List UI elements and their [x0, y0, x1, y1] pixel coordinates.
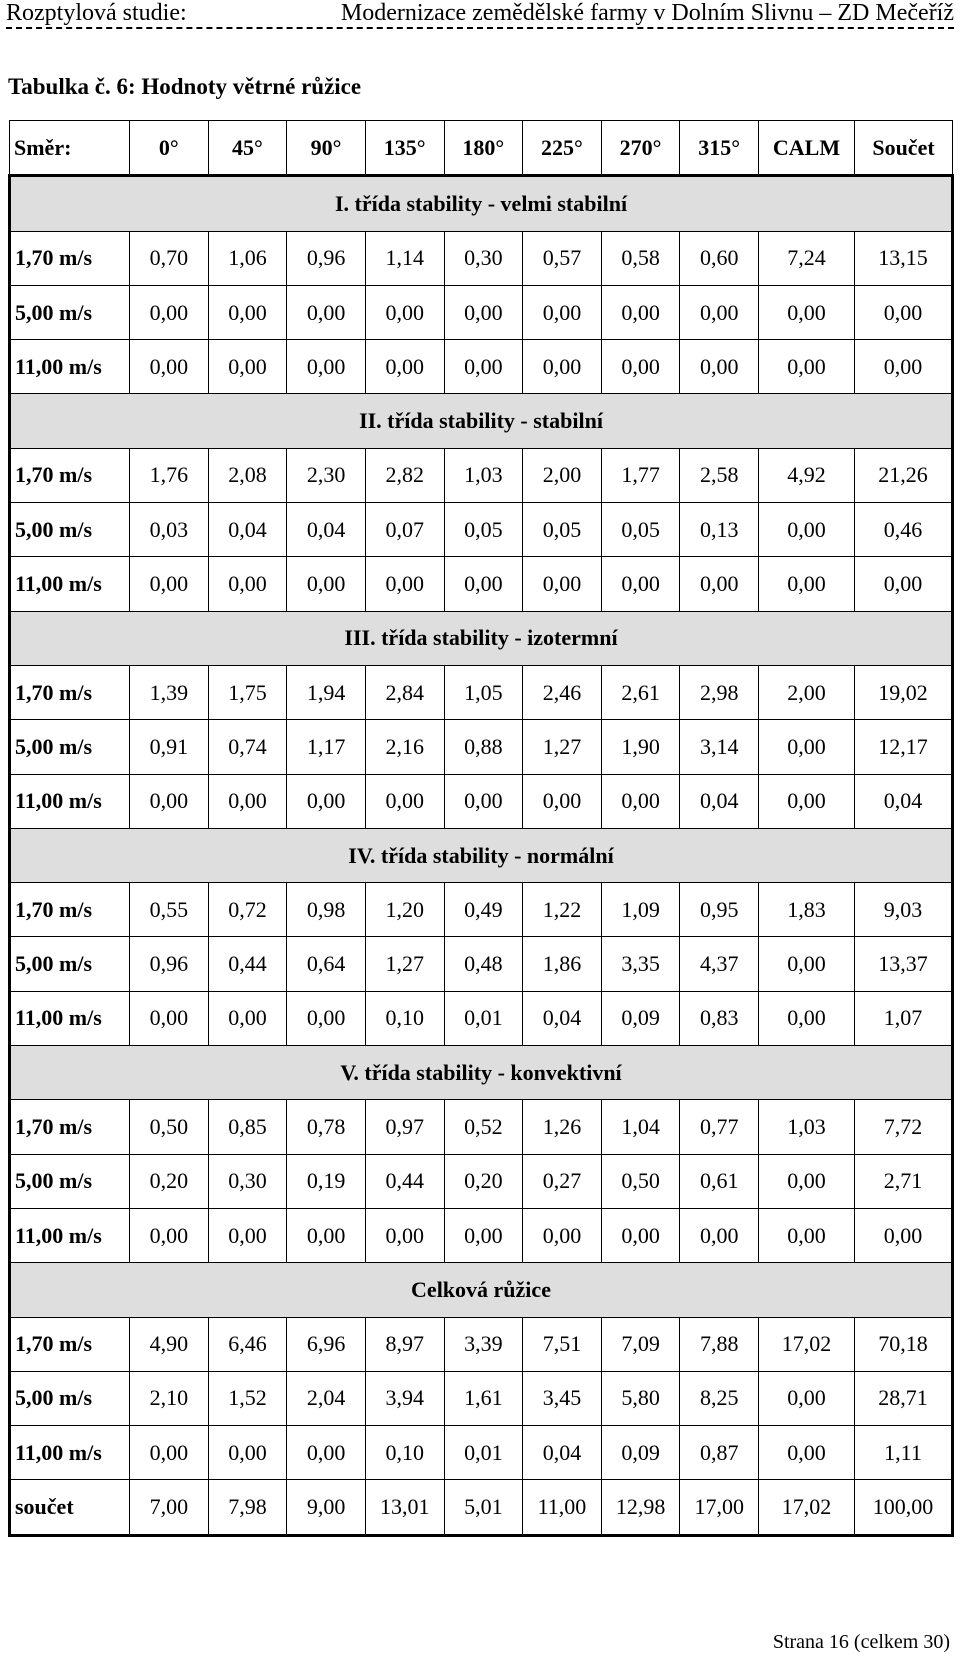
value-cell: 13,01: [365, 1480, 444, 1535]
value-cell: 0,00: [855, 285, 953, 339]
table-row: [10, 1208, 953, 1262]
value-cell: 0,00: [759, 720, 855, 774]
value-cell: 0,00: [130, 340, 209, 394]
row-label: 11,00 m/s: [10, 1426, 130, 1480]
value-cell: 0,00: [601, 285, 680, 339]
value-cell: 7,24: [759, 231, 855, 285]
value-cell: 2,84: [365, 665, 444, 719]
value-cell: 0,60: [680, 231, 759, 285]
value-cell: 12,17: [855, 720, 953, 774]
value-cell: 11,00: [523, 1480, 602, 1535]
value-cell: 0,00: [855, 340, 953, 394]
value-cell: 0,00: [208, 774, 287, 828]
value-cell: 1,77: [601, 448, 680, 502]
section-title: II. třída stability - stabilní: [359, 408, 603, 434]
value-cell: 1,03: [444, 448, 523, 502]
value-cell: 0,00: [601, 557, 680, 611]
value-cell: 0,00: [365, 774, 444, 828]
header-project-title: Modernizace zemědělské farmy v Dolním Slivnu – ZD Mečeříž: [340, 0, 954, 26]
value-cell: 7,88: [680, 1317, 759, 1371]
value-cell: 0,00: [130, 1208, 209, 1262]
table-row: [10, 1426, 953, 1480]
table-row: [10, 340, 953, 394]
value-cell: 0,00: [130, 774, 209, 828]
value-cell: 0,52: [444, 1100, 523, 1154]
value-cell: 2,71: [855, 1154, 953, 1208]
value-cell: 6,96: [287, 1317, 366, 1371]
table-row: [10, 1371, 953, 1425]
table-row: [10, 1154, 953, 1208]
value-cell: 0,50: [130, 1100, 209, 1154]
row-label: součet: [10, 1480, 130, 1535]
value-cell: 7,98: [208, 1480, 287, 1535]
table-row: [10, 1100, 953, 1154]
row-label: 5,00 m/s: [10, 1154, 130, 1208]
row-label: 11,00 m/s: [10, 774, 130, 828]
section-header-row: [10, 176, 953, 231]
value-cell: 1,22: [523, 883, 602, 937]
value-cell: 0,19: [287, 1154, 366, 1208]
section-header-row: [10, 828, 953, 882]
value-cell: 0,61: [680, 1154, 759, 1208]
value-cell: 0,00: [680, 340, 759, 394]
row-label: 1,70 m/s: [10, 883, 130, 937]
value-cell: 0,00: [759, 1371, 855, 1425]
value-cell: 1,26: [523, 1100, 602, 1154]
value-cell: 0,30: [444, 231, 523, 285]
value-cell: 1,11: [855, 1426, 953, 1480]
column-header: 225°: [523, 121, 602, 176]
column-header: 180°: [444, 121, 523, 176]
table-header-row: [10, 121, 953, 176]
value-cell: 0,00: [680, 285, 759, 339]
value-cell: 1,05: [444, 665, 523, 719]
value-cell: 0,00: [130, 1426, 209, 1480]
value-cell: 3,35: [601, 937, 680, 991]
value-cell: 1,90: [601, 720, 680, 774]
section-title: Celková růžice: [411, 1276, 551, 1302]
value-cell: 0,77: [680, 1100, 759, 1154]
value-cell: 0,00: [601, 774, 680, 828]
value-cell: 0,91: [130, 720, 209, 774]
value-cell: 0,01: [444, 991, 523, 1045]
value-cell: 0,00: [444, 285, 523, 339]
row-label: 5,00 m/s: [10, 937, 130, 991]
value-cell: 1,83: [759, 883, 855, 937]
row-label: 1,70 m/s: [10, 1100, 130, 1154]
value-cell: 0,85: [208, 1100, 287, 1154]
value-cell: 17,02: [759, 1480, 855, 1535]
section-header-row: [10, 394, 953, 448]
value-cell: 9,00: [287, 1480, 366, 1535]
value-cell: 5,80: [601, 1371, 680, 1425]
value-cell: 0,04: [680, 774, 759, 828]
value-cell: 0,00: [759, 1426, 855, 1480]
value-cell: 2,58: [680, 448, 759, 502]
value-cell: 0,00: [208, 1208, 287, 1262]
value-cell: 0,00: [759, 503, 855, 557]
value-cell: 0,20: [130, 1154, 209, 1208]
value-cell: 0,09: [601, 991, 680, 1045]
value-cell: 0,00: [680, 1208, 759, 1262]
value-cell: 1,03: [759, 1100, 855, 1154]
column-header: 0°: [130, 121, 209, 176]
row-label: 11,00 m/s: [10, 340, 130, 394]
value-cell: 3,39: [444, 1317, 523, 1371]
value-cell: 0,00: [287, 1426, 366, 1480]
row-label: 1,70 m/s: [10, 1317, 130, 1371]
value-cell: 0,04: [855, 774, 953, 828]
wind-rose-table: [8, 120, 954, 1537]
value-cell: 0,00: [444, 557, 523, 611]
value-cell: 6,46: [208, 1317, 287, 1371]
page-header: [6, 0, 954, 36]
value-cell: 0,09: [601, 1426, 680, 1480]
row-label: 5,00 m/s: [10, 1371, 130, 1425]
section-header-row: [10, 611, 953, 665]
value-cell: 0,00: [523, 774, 602, 828]
value-cell: 0,04: [208, 503, 287, 557]
value-cell: 1,27: [365, 937, 444, 991]
section-header-row: [10, 1046, 953, 1100]
value-cell: 0,30: [208, 1154, 287, 1208]
value-cell: 0,00: [208, 340, 287, 394]
value-cell: 0,00: [759, 1208, 855, 1262]
row-label: 1,70 m/s: [10, 231, 130, 285]
value-cell: 2,04: [287, 1371, 366, 1425]
value-cell: 17,02: [759, 1317, 855, 1371]
value-cell: 0,83: [680, 991, 759, 1045]
value-cell: 4,92: [759, 448, 855, 502]
value-cell: 2,98: [680, 665, 759, 719]
table-row: [10, 503, 953, 557]
value-cell: 0,00: [444, 340, 523, 394]
table-row: [10, 557, 953, 611]
section-title: IV. třída stability - normální: [348, 842, 614, 868]
value-cell: 1,86: [523, 937, 602, 991]
value-cell: 0,00: [130, 557, 209, 611]
section-header-row: [10, 1263, 953, 1317]
column-header: Součet: [855, 121, 953, 176]
value-cell: 7,72: [855, 1100, 953, 1154]
value-cell: 0,00: [208, 991, 287, 1045]
value-cell: 0,00: [759, 991, 855, 1045]
value-cell: 2,00: [523, 448, 602, 502]
value-cell: 0,07: [365, 503, 444, 557]
value-cell: 2,30: [287, 448, 366, 502]
value-cell: 0,00: [759, 557, 855, 611]
value-cell: 0,13: [680, 503, 759, 557]
row-label: 5,00 m/s: [10, 285, 130, 339]
value-cell: 0,55: [130, 883, 209, 937]
column-header: 90°: [287, 121, 366, 176]
value-cell: 0,00: [287, 991, 366, 1045]
value-cell: 100,00: [855, 1480, 953, 1535]
value-cell: 19,02: [855, 665, 953, 719]
value-cell: 0,00: [208, 557, 287, 611]
value-cell: 2,10: [130, 1371, 209, 1425]
value-cell: 0,49: [444, 883, 523, 937]
value-cell: 12,98: [601, 1480, 680, 1535]
value-cell: 0,00: [365, 557, 444, 611]
value-cell: 70,18: [855, 1317, 953, 1371]
value-cell: 0,01: [444, 1426, 523, 1480]
section-title: III. třída stability - izotermní: [344, 625, 618, 651]
value-cell: 0,00: [680, 557, 759, 611]
value-cell: 1,39: [130, 665, 209, 719]
value-cell: 0,00: [759, 774, 855, 828]
value-cell: 2,46: [523, 665, 602, 719]
row-label: 5,00 m/s: [10, 503, 130, 557]
value-cell: 0,50: [601, 1154, 680, 1208]
value-cell: 0,57: [523, 231, 602, 285]
table-row: [10, 774, 953, 828]
value-cell: 0,97: [365, 1100, 444, 1154]
value-cell: 1,07: [855, 991, 953, 1045]
section-header-cell: [10, 394, 953, 448]
section-header-cell: [10, 1046, 953, 1100]
value-cell: 4,90: [130, 1317, 209, 1371]
value-cell: 0,05: [601, 503, 680, 557]
value-cell: 0,58: [601, 231, 680, 285]
table-row: [10, 991, 953, 1045]
value-cell: 2,08: [208, 448, 287, 502]
column-header: 135°: [365, 121, 444, 176]
value-cell: 0,00: [365, 285, 444, 339]
value-cell: 0,00: [523, 285, 602, 339]
value-cell: 0,00: [855, 557, 953, 611]
value-cell: 0,72: [208, 883, 287, 937]
row-label: 11,00 m/s: [10, 991, 130, 1045]
table-body: [10, 176, 953, 1535]
value-cell: 0,46: [855, 503, 953, 557]
value-cell: 4,37: [680, 937, 759, 991]
row-label: 5,00 m/s: [10, 720, 130, 774]
section-header-cell: [10, 611, 953, 665]
value-cell: 3,45: [523, 1371, 602, 1425]
table-row: [10, 1317, 953, 1371]
column-header: 270°: [601, 121, 680, 176]
value-cell: 0,05: [444, 503, 523, 557]
value-cell: 9,03: [855, 883, 953, 937]
value-cell: 0,00: [287, 285, 366, 339]
value-cell: 1,27: [523, 720, 602, 774]
value-cell: 0,87: [680, 1426, 759, 1480]
table-row: [10, 448, 953, 502]
value-cell: 1,61: [444, 1371, 523, 1425]
value-cell: 0,44: [208, 937, 287, 991]
value-cell: 1,06: [208, 231, 287, 285]
header-dashed-rule: [6, 27, 954, 29]
value-cell: 0,04: [523, 991, 602, 1045]
value-cell: 1,75: [208, 665, 287, 719]
value-cell: 0,00: [287, 774, 366, 828]
section-title: I. třída stability - velmi stabilní: [334, 190, 628, 216]
section-title: V. třída stability - konvektivní: [340, 1059, 622, 1085]
column-header: 315°: [680, 121, 759, 176]
value-cell: 0,74: [208, 720, 287, 774]
value-cell: 0,00: [523, 557, 602, 611]
value-cell: 0,00: [208, 1426, 287, 1480]
value-cell: 2,82: [365, 448, 444, 502]
value-cell: 2,61: [601, 665, 680, 719]
value-cell: 0,00: [601, 1208, 680, 1262]
value-cell: 21,26: [855, 448, 953, 502]
value-cell: 0,96: [130, 937, 209, 991]
page-number: Strana 16 (celkem 30): [772, 1631, 950, 1653]
value-cell: 0,00: [287, 340, 366, 394]
value-cell: 0,00: [601, 340, 680, 394]
value-cell: 28,71: [855, 1371, 953, 1425]
value-cell: 0,00: [365, 340, 444, 394]
table-row: [10, 937, 953, 991]
value-cell: 0,20: [444, 1154, 523, 1208]
table-caption: Tabulka č. 6: Hodnoty větrné růžice: [8, 74, 362, 99]
value-cell: 0,27: [523, 1154, 602, 1208]
header-study-type: Rozptylová studie:: [6, 0, 187, 26]
value-cell: 17,00: [680, 1480, 759, 1535]
column-header: CALM: [759, 121, 855, 176]
value-cell: 0,10: [365, 1426, 444, 1480]
value-cell: 1,09: [601, 883, 680, 937]
value-cell: 5,01: [444, 1480, 523, 1535]
section-header-cell: [10, 1263, 953, 1317]
value-cell: 0,00: [759, 285, 855, 339]
value-cell: 0,04: [287, 503, 366, 557]
value-cell: 0,00: [759, 1154, 855, 1208]
value-cell: 0,64: [287, 937, 366, 991]
value-cell: 13,37: [855, 937, 953, 991]
row-label: 11,00 m/s: [10, 1208, 130, 1262]
value-cell: 2,00: [759, 665, 855, 719]
table-row: [10, 665, 953, 719]
value-cell: 1,20: [365, 883, 444, 937]
value-cell: 0,78: [287, 1100, 366, 1154]
value-cell: 0,00: [759, 937, 855, 991]
value-cell: 0,00: [130, 285, 209, 339]
value-cell: 0,03: [130, 503, 209, 557]
direction-label: Směr:: [10, 121, 130, 176]
value-cell: 0,88: [444, 720, 523, 774]
value-cell: 1,04: [601, 1100, 680, 1154]
value-cell: 1,14: [365, 231, 444, 285]
table-row: [10, 883, 953, 937]
row-label: 1,70 m/s: [10, 448, 130, 502]
section-header-cell: [10, 828, 953, 882]
value-cell: 8,25: [680, 1371, 759, 1425]
table-row: [10, 720, 953, 774]
value-cell: 1,52: [208, 1371, 287, 1425]
value-cell: 1,94: [287, 665, 366, 719]
value-cell: 1,76: [130, 448, 209, 502]
value-cell: 0,00: [287, 557, 366, 611]
value-cell: 7,51: [523, 1317, 602, 1371]
value-cell: 0,10: [365, 991, 444, 1045]
value-cell: 0,00: [287, 1208, 366, 1262]
value-cell: 7,09: [601, 1317, 680, 1371]
value-cell: 3,14: [680, 720, 759, 774]
section-header-cell: [10, 176, 953, 231]
value-cell: 0,96: [287, 231, 366, 285]
value-cell: 0,98: [287, 883, 366, 937]
value-cell: 0,95: [680, 883, 759, 937]
value-cell: 13,15: [855, 231, 953, 285]
value-cell: 0,00: [365, 1208, 444, 1262]
value-cell: 0,44: [365, 1154, 444, 1208]
table-row: [10, 1480, 953, 1535]
table-row: [10, 285, 953, 339]
value-cell: 0,70: [130, 231, 209, 285]
value-cell: 1,17: [287, 720, 366, 774]
value-cell: 0,00: [855, 1208, 953, 1262]
value-cell: 0,05: [523, 503, 602, 557]
row-label: 11,00 m/s: [10, 557, 130, 611]
table-row: [10, 231, 953, 285]
value-cell: 0,00: [759, 340, 855, 394]
value-cell: 0,48: [444, 937, 523, 991]
value-cell: 7,00: [130, 1480, 209, 1535]
row-label: 1,70 m/s: [10, 665, 130, 719]
value-cell: 0,04: [523, 1426, 602, 1480]
value-cell: 0,00: [523, 340, 602, 394]
value-cell: 0,00: [130, 991, 209, 1045]
value-cell: 3,94: [365, 1371, 444, 1425]
value-cell: 0,00: [444, 1208, 523, 1262]
value-cell: 2,16: [365, 720, 444, 774]
value-cell: 8,97: [365, 1317, 444, 1371]
value-cell: 0,00: [523, 1208, 602, 1262]
value-cell: 0,00: [444, 774, 523, 828]
column-header: 45°: [208, 121, 287, 176]
value-cell: 0,00: [208, 285, 287, 339]
